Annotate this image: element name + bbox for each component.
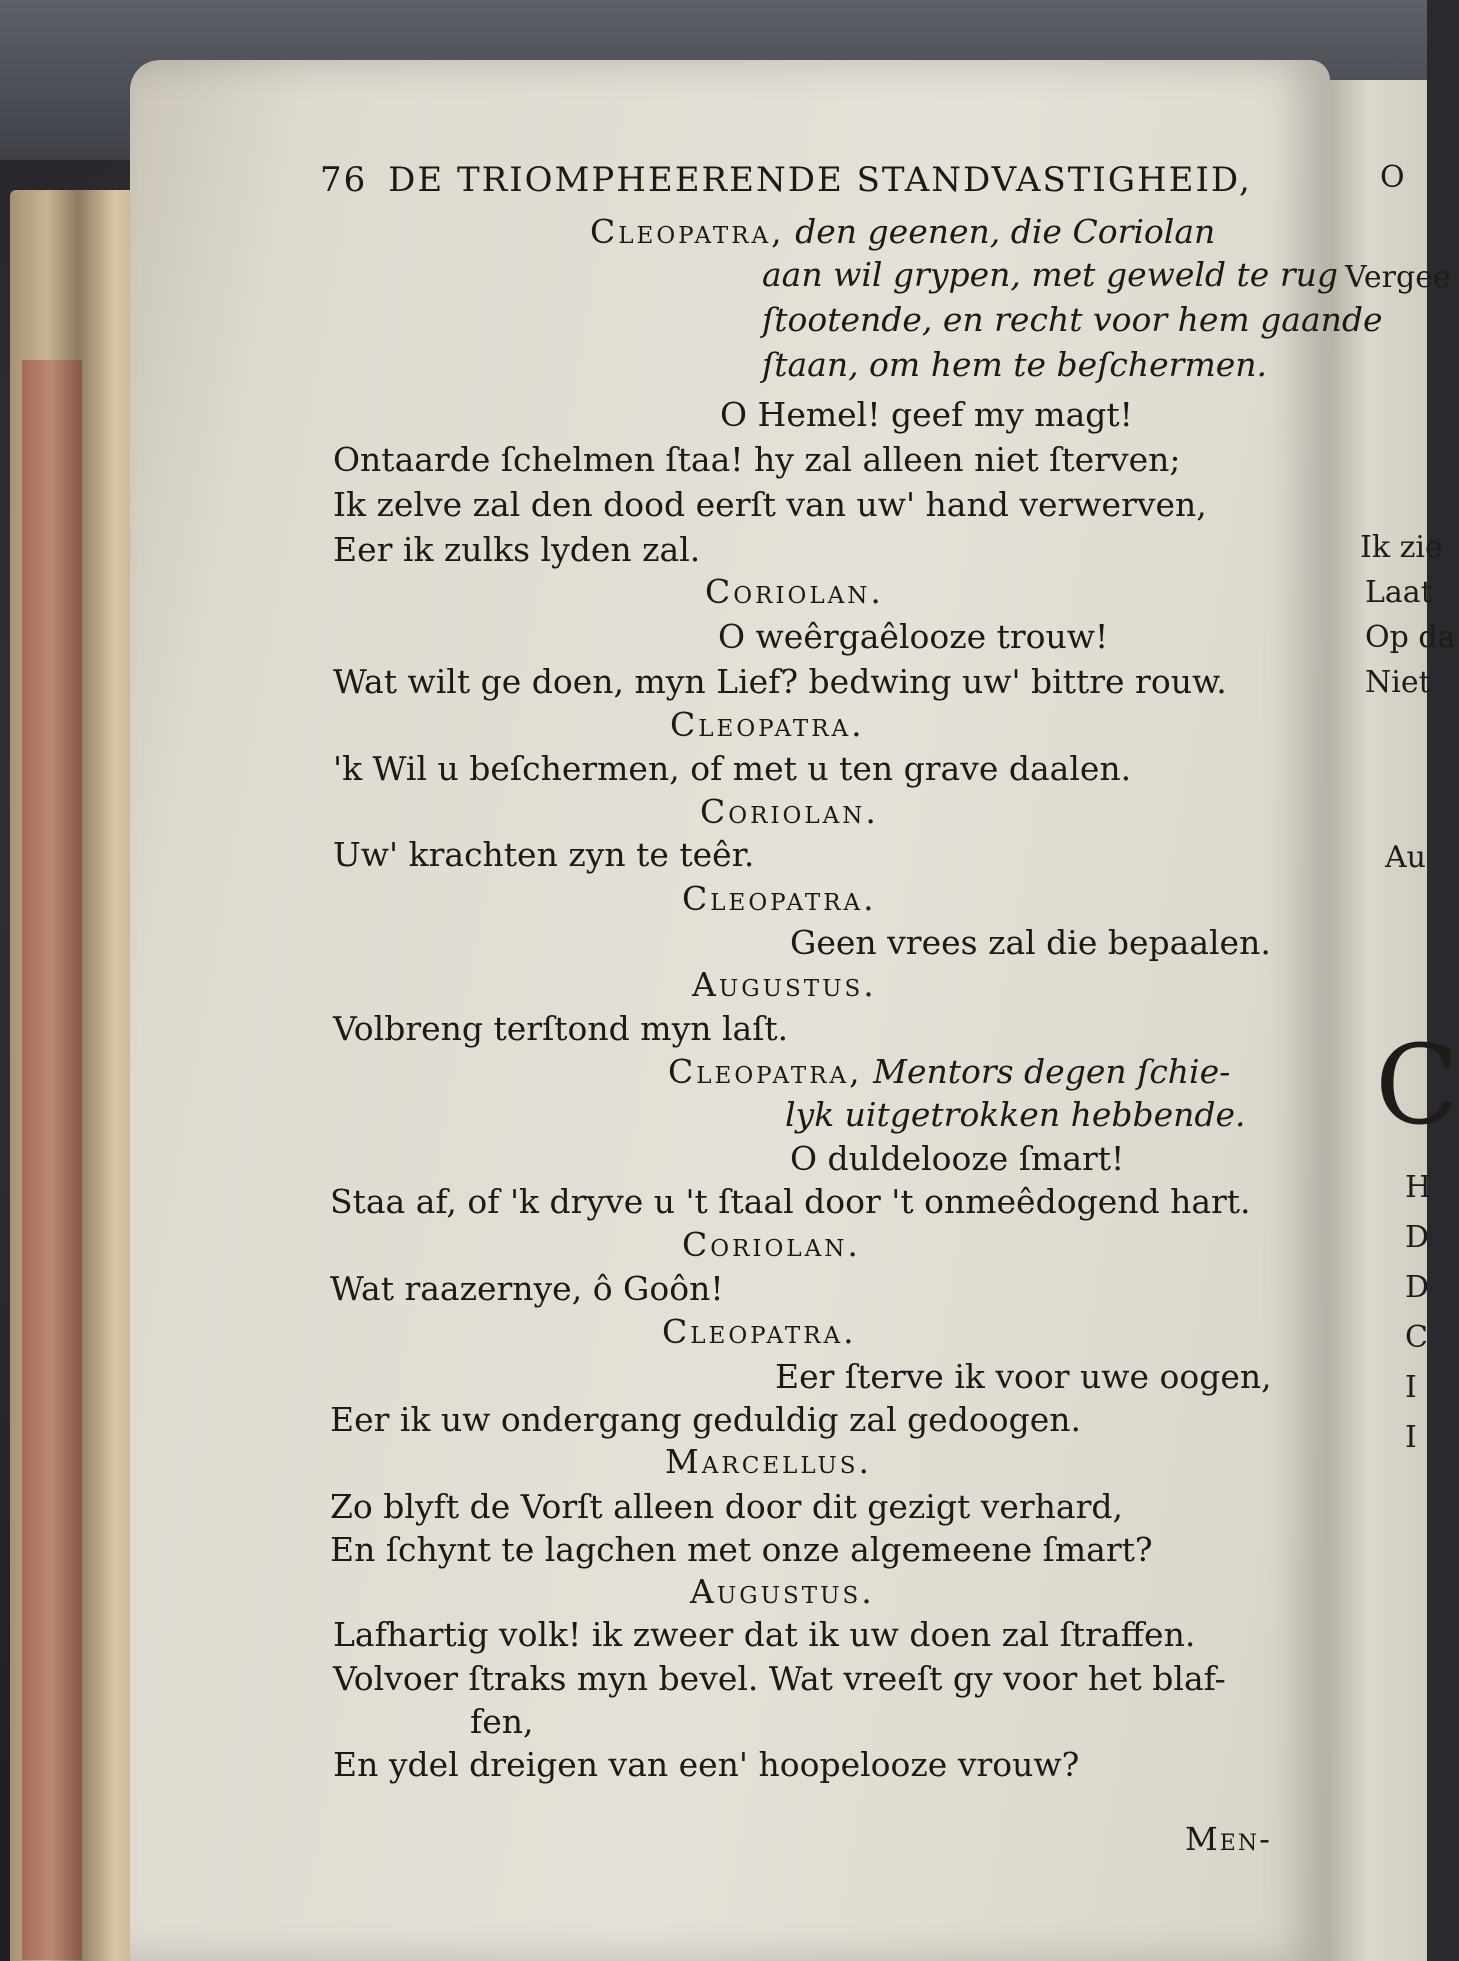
speaker-name: Cleopatra,: [668, 1052, 863, 1091]
facing-page-fragment: C: [1405, 1320, 1428, 1355]
facing-page-fragment: I: [1405, 1370, 1417, 1405]
facing-page-fragment: Op da: [1365, 620, 1456, 655]
speaker-line: [662, 1312, 857, 1351]
speaker-name: Coriolan.: [700, 792, 879, 831]
verse-line: fen,: [470, 1702, 534, 1741]
speaker-name: Cleopatra.: [682, 879, 877, 918]
verse-line: 'k Wil u beſchermen, of met u ten grave daalen.: [333, 749, 1132, 788]
verse-line: En ydel dreigen van een' hoopelooze vrouw?: [333, 1745, 1080, 1784]
stage-direction: aan wil grypen, met geweld te rug: [762, 255, 1338, 294]
stage-direction: lyk uitgetrokken hebbende.: [785, 1095, 1246, 1134]
verse-line: Volvoer ſtraks myn bevel. Wat vreeſt gy voor het blaf-: [333, 1659, 1226, 1698]
catchword: Men-: [1185, 1820, 1272, 1858]
verse-line: Staa af, of 'k dryve u 't ſtaal door 't onmeêdogend hart.: [330, 1182, 1251, 1221]
speaker-line: [690, 1572, 875, 1611]
speaker-name: Cleopatra,: [590, 212, 785, 251]
running-title: DE TRIOMPHEERENDE STANDVASTIGHEID,: [388, 160, 1252, 200]
facing-page-fragment: Laat: [1365, 575, 1433, 610]
stage-direction: ſtaan, om hem te beſchermen.: [762, 345, 1268, 384]
facing-page-fragment: Vergee: [1345, 260, 1451, 295]
speaker-name: Cleopatra.: [662, 1312, 857, 1351]
facing-page: [1330, 80, 1459, 1961]
speaker-name: Coriolan.: [682, 1225, 861, 1264]
verse-line: En ſchynt te lagchen met onze algemeene ſmart?: [330, 1530, 1153, 1569]
speaker-line: [692, 965, 877, 1004]
verse-line: Eer ik zulks lyden zal.: [333, 530, 701, 569]
facing-page-fragment: Au: [1385, 840, 1426, 875]
verse-line: Volbreng terſtond myn laſt.: [333, 1009, 789, 1048]
verse-line: Ontaarde ſchelmen ſtaa! hy zal alleen niet ſterven;: [333, 440, 1181, 479]
facing-page-fragment: Ik zie: [1360, 530, 1443, 565]
verse-line: O weêrgaêlooze trouw!: [718, 617, 1109, 656]
speaker-name: Augustus.: [692, 965, 877, 1004]
speaker-name: Augustus.: [690, 1572, 875, 1611]
verse-line: Eer ſterve ik voor uwe oogen,: [775, 1357, 1272, 1396]
facing-page-fragment: D: [1405, 1270, 1430, 1305]
verse-line: Lafhartig volk! ik zweer dat ik uw doen zal ſtraffen.: [333, 1615, 1196, 1654]
verse-line: Ik zelve zal den dood eerſt van uw' hand verwerven,: [333, 485, 1207, 524]
facing-page-fragment: D: [1405, 1220, 1430, 1255]
verse-line: Wat wilt ge doen, myn Lief? bedwing uw' bittre rouw.: [333, 662, 1227, 701]
facing-page-fragment: H: [1405, 1170, 1432, 1205]
facing-page-fragment: O: [1380, 160, 1405, 195]
verse-line: Uw' krachten zyn te teêr.: [333, 835, 755, 874]
verse-line: O Hemel! geef my magt!: [720, 395, 1133, 434]
facing-page-fragment: I: [1405, 1420, 1417, 1455]
speaker-line: [682, 879, 877, 918]
verse-line: Wat raazernye, ô Goôn!: [330, 1269, 724, 1308]
stage-direction: Mentors degen ſchie-: [873, 1052, 1231, 1091]
speaker-line: [682, 1225, 861, 1264]
verse-line: Zo blyft de Vorſt alleen door dit gezigt verhard,: [330, 1487, 1123, 1526]
stage-direction: den geenen, die Coriolan: [795, 212, 1216, 251]
verse-line: O duldelooze ſmart!: [790, 1139, 1125, 1178]
red-page-edge: [22, 360, 82, 1960]
speaker-line: [705, 572, 884, 611]
running-header: [320, 160, 1252, 200]
page-number: 76: [320, 160, 368, 200]
verse-line: Geen vrees zal die bepaalen.: [790, 923, 1271, 962]
stage-direction: ſtootende, en recht voor hem gaande: [762, 300, 1383, 339]
speaker-name: Marcellus.: [665, 1442, 873, 1481]
speaker-line: [665, 1442, 873, 1481]
speaker-name: Cleopatra.: [670, 705, 865, 744]
speaker-name: Coriolan.: [705, 572, 884, 611]
facing-page-initial: C: [1375, 1021, 1459, 1149]
facing-page-fragment: Niet: [1365, 665, 1431, 700]
speaker-line: [590, 212, 1216, 251]
speaker-line: [670, 705, 865, 744]
speaker-line: [668, 1052, 1231, 1091]
speaker-line: [700, 792, 879, 831]
verse-line: Eer ik uw ondergang geduldig zal gedoogen.: [330, 1400, 1082, 1439]
